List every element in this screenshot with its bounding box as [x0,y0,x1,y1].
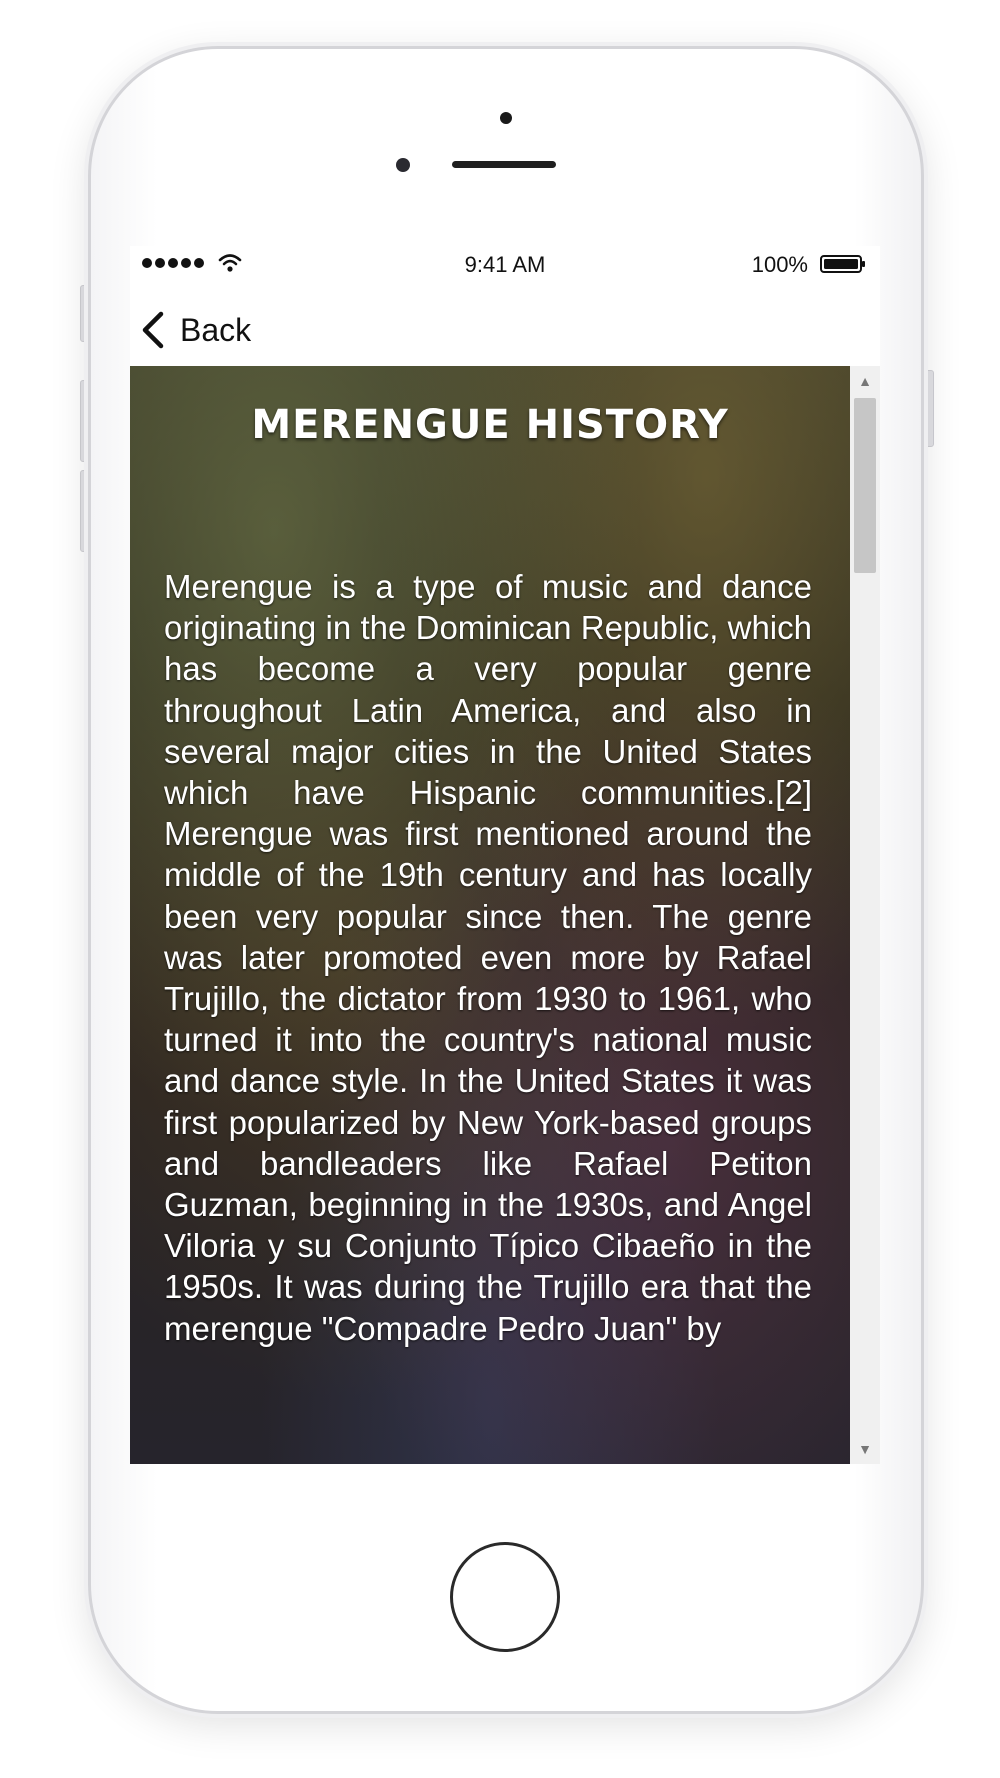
scroll-up-arrow-icon[interactable]: ▲ [858,373,872,389]
home-button[interactable] [450,1542,560,1652]
article-content[interactable] [130,366,850,1464]
vertical-scrollbar[interactable] [850,366,880,1464]
battery-icon [820,255,866,273]
back-label: Back [180,311,252,348]
proximity-sensor [396,158,410,172]
page-title: MERENGUE HISTORY [251,402,729,448]
earpiece-speaker [452,161,556,168]
front-camera [500,112,512,124]
article-body: Merengue is a type of music and dance originating in the Dominican Republic, which has become a very popular genre throughout Latin America, and also in several major cities in the United States which have Hispanic communities.[2] Merengue was first mentioned around the middle of the 19th century and has locally been very popular since then. The genre was later promoted even more by Rafael Trujillo, the dictator from 1930 to 1961, who turned it into the country's national music and dance style. In the United States it was first popularized by New York-based groups and bandleaders like Rafael Petiton Guzman, beginning in the 1930s, and Angel Viloria y su Conjunto Típico Cibaeño in the 1950s. It was during the Trujillo era that the merengue "Compadre Pedro Juan" by [164,568,812,1347]
phone-screen [130,246,880,1464]
back-button[interactable] [140,308,251,352]
battery-percentage: 100% [751,252,808,277]
chevron-left-icon [140,311,166,349]
status-bar [130,246,880,282]
scrollbar-thumb[interactable] [854,398,876,573]
scroll-down-arrow-icon[interactable]: ▼ [858,1441,872,1457]
power-button [924,370,934,447]
navigation-bar [130,298,880,364]
status-time: 9:41 AM [464,252,546,277]
